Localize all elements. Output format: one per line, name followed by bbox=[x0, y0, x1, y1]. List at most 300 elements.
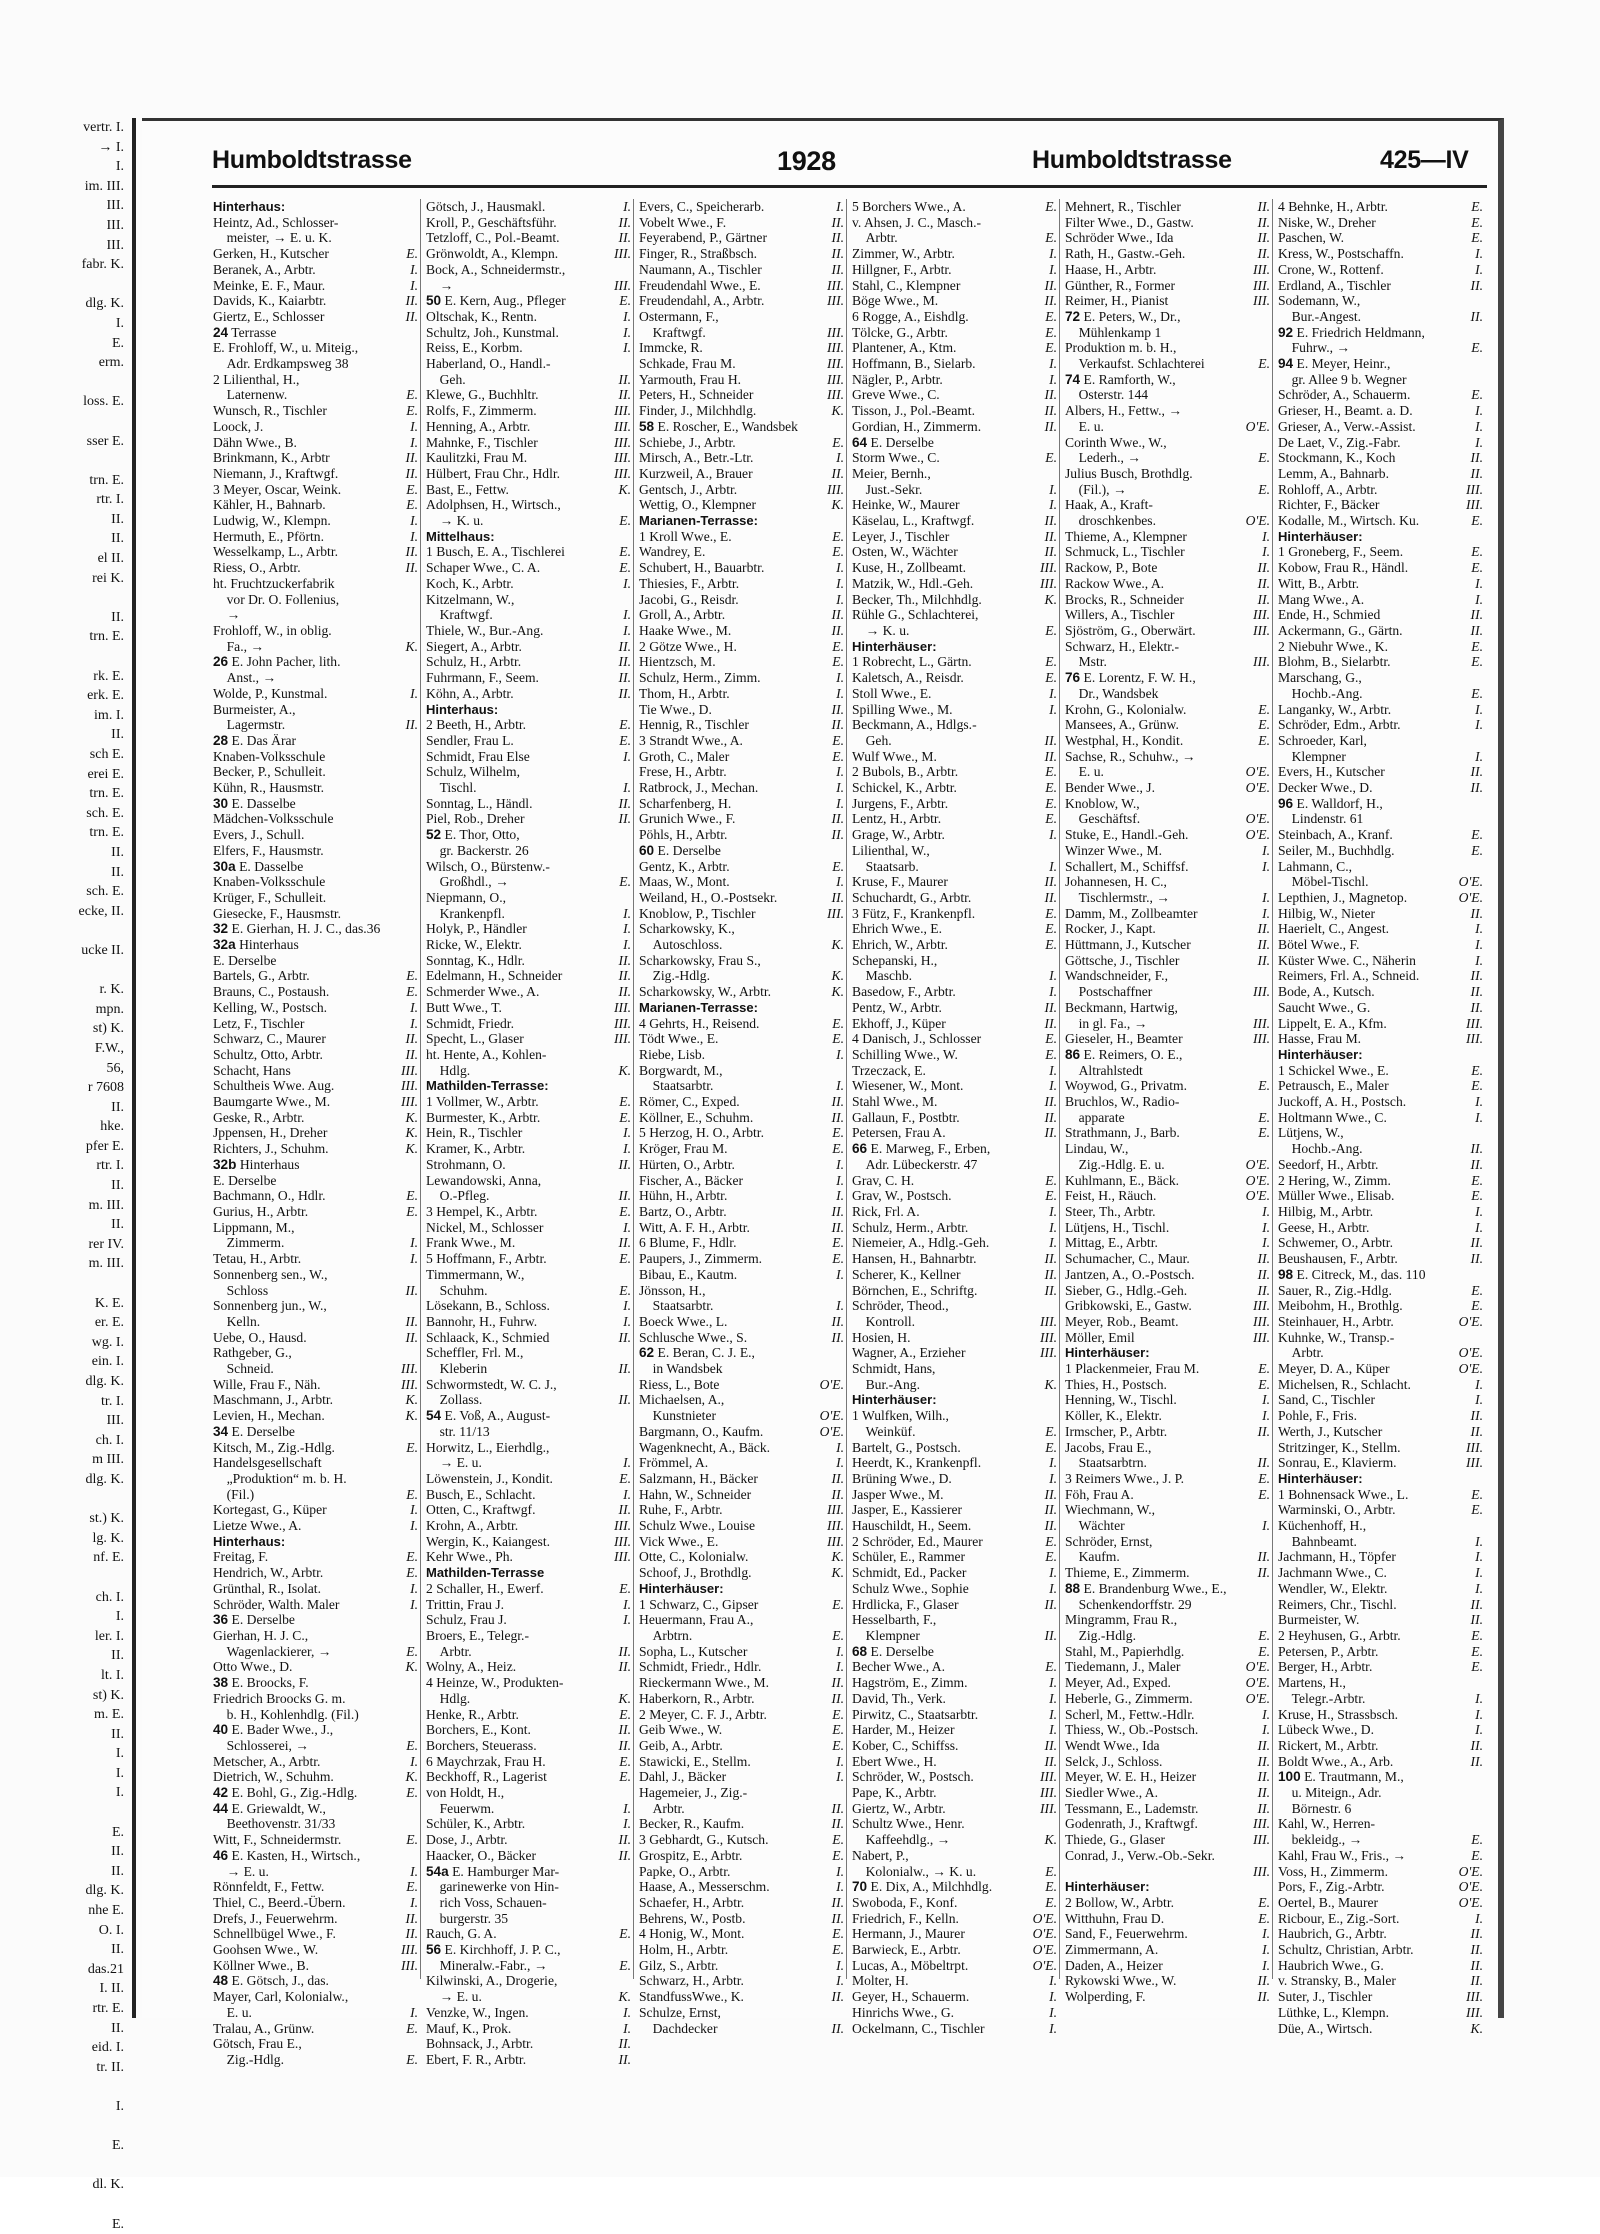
entry-text bbox=[1278, 356, 1483, 372]
floor-code: II. bbox=[405, 544, 418, 560]
resident-entry bbox=[1065, 482, 1270, 498]
entry-text: Crone, W., Rottenf. bbox=[1278, 261, 1384, 277]
entry-text: → K. u. bbox=[852, 622, 910, 638]
resident-entry bbox=[852, 278, 1057, 294]
entry-text: Rickert, M., Arbtr. bbox=[1278, 1737, 1379, 1753]
entry-text: Nabert, P., bbox=[852, 1847, 909, 1863]
header-rule bbox=[212, 185, 1487, 188]
resident-entry bbox=[639, 1707, 844, 1723]
resident-entry bbox=[639, 1016, 844, 1032]
resident-entry bbox=[1278, 827, 1483, 843]
entry-text: Thiesies, F., Arbtr. bbox=[639, 575, 740, 591]
entry-text: Hüttmann, J., Kutscher bbox=[1065, 937, 1191, 953]
floor-code: II. bbox=[1044, 387, 1057, 403]
entry-text: Lagermstr. bbox=[213, 717, 286, 733]
resident-entry bbox=[1065, 1031, 1270, 1047]
resident-entry bbox=[639, 733, 844, 749]
floor-code: I. bbox=[623, 1298, 631, 1314]
previous-page-fragment: sch. E. bbox=[86, 884, 124, 900]
floor-code: I. bbox=[1475, 246, 1483, 262]
resident-entry bbox=[639, 1832, 844, 1848]
floor-code: I. bbox=[836, 1957, 844, 1973]
house-number: 66 bbox=[852, 1141, 868, 1157]
previous-page-fragment: trn. E. bbox=[89, 825, 124, 841]
resident-entry bbox=[639, 1754, 844, 1770]
entry-text: Kroll, P., Geschäftsführ. bbox=[426, 214, 557, 230]
resident-entry bbox=[1065, 1644, 1270, 1660]
floor-code: E. bbox=[1471, 1188, 1483, 1204]
floor-code: E. bbox=[1258, 1643, 1270, 1659]
entry-text: Groth, C., Maler bbox=[639, 748, 730, 764]
entry-text: Zig.-Hdlg. E. u. bbox=[1065, 1156, 1165, 1172]
entry-text: Köllner, E., Schuhm. bbox=[639, 1109, 754, 1125]
floor-code: III. bbox=[1253, 622, 1270, 638]
entry-text: Produktion m. b. H., bbox=[1065, 340, 1177, 356]
resident-entry bbox=[639, 1769, 844, 1785]
resident-entry bbox=[852, 1471, 1057, 1487]
previous-page-fragment: I. bbox=[115, 1609, 124, 1625]
entry-text: Sand, C., Tischler bbox=[1278, 1392, 1376, 1408]
resident-entry bbox=[639, 1235, 844, 1251]
entry-text: 1 Bohnensack Wwe., L. bbox=[1278, 1486, 1409, 1502]
resident-entry bbox=[213, 1063, 418, 1079]
resident-entry bbox=[1278, 1220, 1483, 1236]
floor-code: II. bbox=[1044, 528, 1057, 544]
resident-entry bbox=[426, 859, 631, 875]
floor-code: I. bbox=[836, 1172, 844, 1188]
entry-text: Maas, W., Mont. bbox=[639, 874, 730, 890]
floor-code: II. bbox=[1470, 1423, 1483, 1439]
resident-entry bbox=[852, 1534, 1057, 1550]
floor-code: II. bbox=[618, 1737, 631, 1753]
resident-entry bbox=[852, 262, 1057, 278]
previous-page-fragment: fabr. K. bbox=[81, 257, 124, 273]
floor-code: O'E. bbox=[1245, 827, 1270, 843]
house-number-entry bbox=[1065, 1581, 1270, 1597]
floor-code: I. bbox=[1475, 1109, 1483, 1125]
floor-code: I. bbox=[623, 199, 631, 214]
entry-text: Jasper Wwe., M. bbox=[852, 1486, 944, 1502]
entry-text: Lippmann, M., bbox=[213, 1219, 295, 1235]
entry-text: Schlosserei, → bbox=[213, 1737, 309, 1753]
floor-code: E. bbox=[1471, 842, 1483, 858]
floor-code: III. bbox=[827, 324, 844, 340]
page-number: 425—IV bbox=[1380, 146, 1469, 174]
resident-entry bbox=[426, 1644, 631, 1660]
resident-entry bbox=[213, 215, 418, 231]
resident-entry bbox=[639, 1377, 844, 1393]
floor-code: I. bbox=[1049, 261, 1057, 277]
entry-text: Schaefer, H., Arbtr. bbox=[639, 1894, 745, 1910]
previous-page-fragment: dl. K. bbox=[92, 2177, 124, 2193]
resident-entry bbox=[852, 1188, 1057, 1204]
floor-code: II. bbox=[1044, 1753, 1057, 1769]
entry-text: Friedrich, F., Kelln. bbox=[852, 1910, 959, 1926]
floor-code: K. bbox=[831, 1565, 844, 1581]
resident-entry bbox=[426, 1707, 631, 1723]
resident-entry bbox=[426, 1361, 631, 1377]
previous-page-fragment bbox=[0, 2195, 124, 2215]
entry-text bbox=[213, 733, 418, 749]
resident-entry bbox=[1065, 513, 1270, 529]
entry-text: Bötel Wwe., F. bbox=[1278, 937, 1360, 953]
floor-code: I. bbox=[1475, 1565, 1483, 1581]
floor-code: I. bbox=[1475, 717, 1483, 733]
entry-text: Hoffmann, B., Sielarb. bbox=[852, 356, 976, 372]
entry-text: (Fil.), → bbox=[1065, 481, 1127, 497]
entry-text: Leyer, J., Tischler bbox=[852, 528, 950, 544]
resident-entry bbox=[1065, 623, 1270, 639]
entry-text: Hrdlicka, F., Glaser bbox=[852, 1596, 959, 1612]
entry-text: Köllner Wwe., B. bbox=[213, 1957, 310, 1973]
house-number: 54 bbox=[426, 1408, 442, 1424]
resident-entry bbox=[213, 1204, 418, 1220]
entry-text bbox=[213, 1785, 403, 1801]
resident-entry bbox=[213, 1769, 418, 1785]
entry-text: Geske, R., Arbtr. bbox=[213, 1109, 305, 1125]
previous-page-fragment bbox=[0, 921, 124, 941]
floor-code: II. bbox=[1470, 1942, 1483, 1958]
floor-code: II. bbox=[1044, 732, 1057, 748]
resident-entry bbox=[1065, 246, 1270, 262]
floor-code: III. bbox=[614, 1031, 631, 1047]
entry-text: Schmidt, Ed., Packer bbox=[852, 1565, 967, 1581]
entry-text: Grav, W., Postsch. bbox=[852, 1188, 952, 1204]
resident-entry bbox=[1065, 199, 1270, 215]
floor-code: E. bbox=[1258, 717, 1270, 733]
entry-text: Kelling, W., Postsch. bbox=[213, 999, 328, 1015]
house-number-entry bbox=[213, 921, 418, 937]
house-number: 32 bbox=[213, 921, 229, 937]
street-title-left: Humboldtstrasse bbox=[212, 146, 412, 174]
entry-text: Osterstr. 144 bbox=[1065, 387, 1149, 403]
floor-code: II. bbox=[405, 1329, 418, 1345]
resident-entry bbox=[639, 1110, 844, 1126]
floor-code: II. bbox=[1470, 1408, 1483, 1424]
resident-entry bbox=[639, 1644, 844, 1660]
resident-entry bbox=[1278, 1612, 1483, 1628]
resident-entry bbox=[1065, 1235, 1270, 1251]
entry-text: Schüler, E., Rammer bbox=[852, 1549, 966, 1565]
previous-page-fragment: I. bbox=[115, 315, 124, 331]
previous-page-fragment bbox=[0, 1490, 124, 1510]
floor-code: III. bbox=[1040, 1785, 1057, 1801]
entry-name: Hinterhaus bbox=[239, 937, 299, 953]
entry-text: Fuhrmann, F., Seem. bbox=[426, 670, 539, 686]
resident-entry bbox=[426, 450, 631, 466]
resident-entry bbox=[213, 1251, 418, 1267]
floor-code: E. bbox=[1045, 1188, 1057, 1204]
resident-entry bbox=[852, 827, 1057, 843]
floor-code: E. bbox=[1471, 230, 1483, 246]
floor-code: III. bbox=[401, 1942, 418, 1958]
entry-text: Schneid. bbox=[213, 1361, 274, 1377]
floor-code: II. bbox=[1044, 1502, 1057, 1518]
floor-code: O'E. bbox=[1032, 1957, 1057, 1973]
entry-text: Otto Wwe., D. bbox=[213, 1659, 293, 1675]
entry-text: Rackow Wwe., A. bbox=[1065, 575, 1165, 591]
entry-text: Heinke, W., Maurer bbox=[852, 497, 960, 513]
floor-code: II. bbox=[618, 952, 631, 968]
resident-entry bbox=[1278, 1016, 1483, 1032]
resident-entry bbox=[213, 1455, 418, 1471]
entry-text: Dietrich, W., Schuhm. bbox=[213, 1769, 334, 1785]
entry-text: Lindenstr. 61 bbox=[1278, 811, 1364, 827]
resident-entry bbox=[852, 1549, 1057, 1565]
floor-code: II. bbox=[831, 1094, 844, 1110]
entry-text: Juckoff, A. H., Postsch. bbox=[1278, 1094, 1407, 1110]
entry-text: Zollass. bbox=[426, 1392, 483, 1408]
entry-text: Gilz, S., Arbtr. bbox=[639, 1957, 719, 1973]
entry-text: Marschang, G., bbox=[1278, 670, 1362, 686]
resident-entry bbox=[1065, 702, 1270, 718]
resident-entry bbox=[852, 607, 1057, 623]
resident-entry bbox=[213, 843, 418, 859]
entry-text bbox=[213, 1801, 418, 1817]
entry-text: Föh, Frau A. bbox=[1065, 1486, 1134, 1502]
entry-text: Steinbach, A., Kranf. bbox=[1278, 827, 1393, 843]
resident-entry bbox=[426, 1330, 631, 1346]
resident-entry bbox=[213, 403, 418, 419]
entry-text: Wächter bbox=[1065, 1518, 1125, 1534]
floor-code: E. bbox=[1471, 685, 1483, 701]
resident-entry bbox=[213, 1314, 418, 1330]
house-number: 92 bbox=[1278, 324, 1294, 340]
entry-text: Handelsgesellschaft bbox=[213, 1455, 322, 1471]
resident-entry bbox=[639, 1989, 844, 2005]
entry-text: Lippelt, E. A., Kfm. bbox=[1278, 1015, 1387, 1031]
resident-entry bbox=[213, 1330, 418, 1346]
entry-text: Adr. Erdkampsweg 38 bbox=[213, 356, 349, 372]
floor-code: E. bbox=[1045, 1423, 1057, 1439]
entry-text: Wolde, P., Kunstmal. bbox=[213, 685, 328, 701]
previous-page-fragment: II. bbox=[111, 727, 124, 743]
entry-text: Kaletsch, A., Reisdr. bbox=[852, 670, 964, 686]
floor-code: III. bbox=[1253, 1031, 1270, 1047]
floor-code: II. bbox=[1470, 622, 1483, 638]
resident-entry bbox=[852, 1408, 1057, 1424]
resident-entry bbox=[852, 1298, 1057, 1314]
entry-text: Jppensen, H., Dreher bbox=[213, 1125, 328, 1141]
entry-text: Strathmann, J., Barb. bbox=[1065, 1125, 1180, 1141]
resident-entry bbox=[1278, 1078, 1483, 1094]
house-number-entry bbox=[852, 1879, 1057, 1895]
floor-code: III. bbox=[1040, 575, 1057, 591]
entry-text: Käselau, L., Kraftwgf. bbox=[852, 513, 975, 529]
floor-code: II. bbox=[405, 1910, 418, 1926]
resident-entry bbox=[1065, 278, 1270, 294]
floor-code: E. bbox=[619, 1580, 631, 1596]
entry-text: Ostermann, F., bbox=[639, 308, 719, 324]
entry-text: E. Derselbe bbox=[213, 952, 277, 968]
resident-entry bbox=[639, 262, 844, 278]
resident-entry bbox=[639, 670, 844, 686]
floor-code: III. bbox=[1040, 1329, 1057, 1345]
entry-text: Vick Wwe., E. bbox=[639, 1533, 719, 1549]
entry-text: Just.-Sekr. bbox=[852, 481, 923, 497]
house-number: 56 bbox=[426, 1942, 442, 1958]
entry-text: Wille, Frau F., Näh. bbox=[213, 1376, 321, 1392]
entry-text: Kähler, H., Bahnarb. bbox=[213, 497, 326, 513]
entry-text: Kolonialw., → K. u. bbox=[852, 1863, 977, 1879]
floor-code: E. bbox=[832, 1942, 844, 1958]
previous-page-fragment: sch. E. bbox=[86, 805, 124, 821]
floor-code: E. bbox=[619, 1926, 631, 1942]
resident-entry bbox=[639, 1597, 844, 1613]
floor-code: I. bbox=[1049, 246, 1057, 262]
floor-code: III. bbox=[1040, 1800, 1057, 1816]
resident-entry bbox=[1065, 921, 1270, 937]
entry-text: Lilienthal, W., bbox=[852, 842, 930, 858]
resident-entry bbox=[213, 2021, 418, 2037]
entry-text: ht. Fruchtzuckerfabrik bbox=[213, 575, 335, 591]
floor-code: O'E. bbox=[1458, 1863, 1483, 1879]
previous-page-fragment: im. III. bbox=[84, 178, 124, 194]
resident-entry bbox=[426, 1157, 631, 1173]
resident-entry bbox=[1065, 1377, 1270, 1393]
entry-text: Jurgens, F., Arbtr. bbox=[852, 795, 949, 811]
section-heading: Hinterhäuser: bbox=[1278, 1470, 1363, 1486]
floor-code: E. bbox=[406, 968, 418, 984]
resident-entry bbox=[1065, 325, 1270, 341]
previous-page-fragment: III. bbox=[106, 1413, 124, 1429]
resident-entry bbox=[213, 1754, 418, 1770]
floor-code: E. bbox=[1045, 1863, 1057, 1879]
resident-entry bbox=[1278, 1581, 1483, 1597]
floor-code: I. bbox=[623, 921, 631, 937]
resident-entry bbox=[1278, 1502, 1483, 1518]
resident-entry bbox=[852, 466, 1057, 482]
resident-entry bbox=[852, 403, 1057, 419]
entry-text: Schmidt, Friedr. bbox=[426, 1015, 514, 1031]
entry-text: Scharkowsky, Frau S., bbox=[639, 952, 761, 968]
floor-code: II. bbox=[1257, 1737, 1270, 1753]
entry-text: Loock, J. bbox=[213, 418, 264, 434]
entry-text: Schepanski, H., bbox=[852, 952, 938, 968]
floor-code: E. bbox=[406, 497, 418, 513]
entry-text: Brüning Wwe., D. bbox=[852, 1470, 952, 1486]
previous-page-fragment: st.) K. bbox=[89, 1511, 124, 1527]
floor-code: E. bbox=[1258, 1910, 1270, 1926]
entry-text: Staatsarbtr. bbox=[639, 1298, 714, 1314]
entry-text: Kelln. bbox=[213, 1313, 261, 1329]
resident-entry bbox=[1278, 953, 1483, 969]
floor-code: I. bbox=[410, 434, 418, 450]
previous-page-fragment: II. bbox=[111, 609, 124, 625]
entry-text: Yarmouth, Frau H. bbox=[639, 371, 742, 387]
resident-entry bbox=[213, 1628, 418, 1644]
floor-code: E. bbox=[1045, 324, 1057, 340]
entry-text: Hagström, E., Zimm. bbox=[852, 1675, 968, 1691]
entry-text: O.-Pfleg. bbox=[426, 1188, 490, 1204]
floor-code: O'E. bbox=[1458, 1313, 1483, 1329]
entry-text: Schultz Wwe., Henr. bbox=[852, 1816, 965, 1832]
floor-code: E. bbox=[406, 1439, 418, 1455]
resident-entry bbox=[1065, 1110, 1270, 1126]
resident-entry bbox=[1065, 1094, 1270, 1110]
house-number-entry bbox=[213, 1801, 418, 1817]
floor-code: E. bbox=[832, 1125, 844, 1141]
entry-text: Kramer, K., Arbtr. bbox=[426, 1141, 526, 1157]
entry-text: Autoschloss. bbox=[639, 937, 723, 953]
entry-text: Finger, R., Straßbsch. bbox=[639, 246, 758, 262]
resident-entry bbox=[639, 796, 844, 812]
entry-text: Geyer, H., Schauerm. bbox=[852, 1989, 970, 2005]
entry-text: 2 Meyer, C. F. J., Arbtr. bbox=[639, 1706, 767, 1722]
resident-entry bbox=[1278, 544, 1483, 560]
entry-text: Löwenstein, J., Kondit. bbox=[426, 1470, 553, 1486]
entry-text: Stawicki, E., Stellm. bbox=[639, 1753, 751, 1769]
floor-code: I. bbox=[1262, 1219, 1270, 1235]
year-heading: 1928 bbox=[777, 146, 836, 176]
resident-entry bbox=[639, 1267, 844, 1283]
entry-text: Arbtr. bbox=[426, 1643, 472, 1659]
floor-code: I. bbox=[1049, 968, 1057, 984]
entry-text: Pirwitz, C., Staatsarbtr. bbox=[852, 1706, 979, 1722]
entry-text: Hermann, J., Maurer bbox=[852, 1926, 965, 1942]
entry-text: Boeck Wwe., L. bbox=[639, 1313, 728, 1329]
entry-text: Kruse, H., Strassbsch. bbox=[1278, 1706, 1399, 1722]
floor-code: II. bbox=[1044, 544, 1057, 560]
floor-code: E. bbox=[1471, 1643, 1483, 1659]
floor-code: II. bbox=[1257, 591, 1270, 607]
resident-entry bbox=[852, 937, 1057, 953]
house-number-entry bbox=[426, 293, 631, 309]
section-heading: Mathilden-Terrasse bbox=[426, 1565, 545, 1581]
entry-name: Hinterhaus bbox=[239, 1156, 300, 1172]
floor-code: II. bbox=[831, 1910, 844, 1926]
resident-entry bbox=[213, 1345, 418, 1361]
previous-page-fragment: m III. bbox=[92, 1452, 124, 1468]
previous-page-fragment: tr. I. bbox=[101, 1393, 124, 1409]
resident-entry bbox=[852, 1345, 1057, 1361]
resident-entry bbox=[1278, 780, 1483, 796]
floor-code: I. bbox=[836, 1879, 844, 1895]
entry-text: → bbox=[213, 607, 241, 623]
floor-code: E. bbox=[1045, 450, 1057, 466]
entry-text: str. 11/13 bbox=[426, 1423, 490, 1439]
resident-entry bbox=[639, 1408, 844, 1424]
entry-text: Sauer, R., Zig.-Hdlg. bbox=[1278, 1282, 1392, 1298]
entry-text: Sonnenberg jun., W., bbox=[213, 1298, 327, 1314]
floor-code: E. bbox=[1045, 780, 1057, 796]
resident-entry bbox=[426, 1738, 631, 1754]
entry-text: Schulz Wwe., Sophie bbox=[852, 1580, 969, 1596]
entry-text: Seedorf, H., Arbtr. bbox=[1278, 1156, 1379, 1172]
resident-entry bbox=[1278, 921, 1483, 937]
floor-code: E. bbox=[1045, 1659, 1057, 1675]
entry-text: Kraftwgf. bbox=[639, 324, 706, 340]
resident-entry bbox=[426, 686, 631, 702]
floor-code: I. bbox=[1475, 575, 1483, 591]
resident-entry bbox=[852, 1377, 1057, 1393]
entry-name: E. Thor, Otto, bbox=[444, 827, 520, 843]
floor-code: I. bbox=[836, 575, 844, 591]
entry-text: Niemeier, A., Hdlg.-Geh. bbox=[852, 1235, 990, 1251]
floor-code: II. bbox=[405, 560, 418, 576]
previous-page-fragment: rtr. I. bbox=[96, 492, 124, 508]
entry-text: Niepmann, O., bbox=[426, 889, 507, 905]
resident-entry bbox=[852, 1424, 1057, 1440]
entry-text: 4 Danisch, J., Schlosser bbox=[852, 1031, 982, 1047]
floor-code: I. bbox=[1475, 1722, 1483, 1738]
entry-text: Ebert Wwe., H. bbox=[852, 1753, 937, 1769]
floor-code: I. bbox=[1049, 2020, 1057, 2036]
floor-code: III. bbox=[1253, 1298, 1270, 1314]
entry-text: Osten, W., Wächter bbox=[852, 544, 958, 560]
floor-code: E. bbox=[1045, 199, 1057, 214]
entry-text: Behrens, W., Postb. bbox=[639, 1910, 746, 1926]
